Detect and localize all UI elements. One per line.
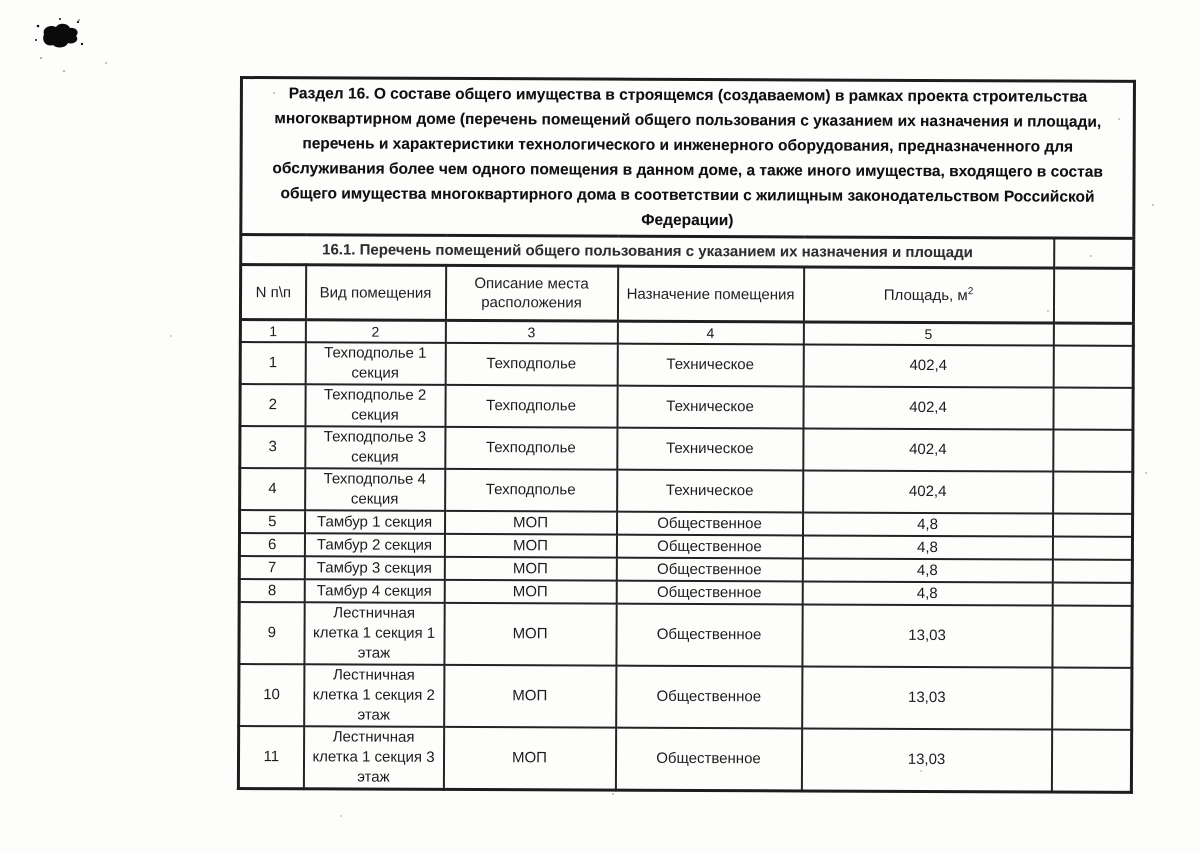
column-number: 5 (803, 322, 1053, 346)
cell-location: МОП (444, 534, 616, 558)
cell-type: Тамбур 1 секция (305, 510, 445, 534)
table-row (239, 602, 1132, 668)
cell-area: 13,03 (802, 604, 1052, 667)
empty-cell (1052, 668, 1132, 730)
column-number: 4 (617, 321, 803, 344)
empty-cell (1052, 560, 1132, 583)
cell-area: 402,4 (803, 428, 1053, 471)
col-header-area (803, 267, 1053, 323)
table-row (241, 78, 1135, 239)
cell-purpose: Общественное (616, 558, 802, 582)
cell-type: Лестничная клетка 1 секция 2 этаж (304, 664, 444, 727)
area-superscript: 2 (967, 285, 974, 297)
cell-area: 402,4 (803, 344, 1053, 387)
empty-cell (1052, 514, 1132, 537)
column-number: 1 (240, 320, 305, 343)
cell-area: 4,8 (803, 512, 1053, 536)
empty-cell (1052, 606, 1132, 668)
cell-type: Техподполье 3 секция (305, 426, 445, 469)
cell-area: 402,4 (803, 470, 1053, 513)
cell-type: Техподполье 2 секция (305, 384, 445, 427)
cell-num: 8 (239, 579, 304, 602)
cell-num: 10 (239, 664, 304, 726)
scan-speckle (340, 815, 342, 817)
table-row (240, 426, 1133, 472)
scan-speckle (1152, 204, 1154, 206)
column-number: 2 (305, 320, 445, 343)
section-title: Раздел 16. О составе общего имущества в строящемся (создаваемом) в рамках проекта строительства многоквартирном доме (перечень помещений общего пользования с указанием их назначения и площади, перечень и характеристики технологического и инженерного оборудования, предназначенного для обслуживания более чем одного помещения в данном доме, а также иного имущества, входящего в состав общего имущества многоквартирного дома в соответствии с жилищным законодательством Российской Федерации) (241, 78, 1135, 239)
table-row (239, 664, 1132, 730)
empty-cell (1053, 268, 1133, 323)
cell-type: Лестничная клетка 1 секция 1 этаж (304, 602, 444, 665)
cell-area: 13,03 (801, 728, 1051, 792)
empty-cell (1053, 472, 1133, 514)
cell-area: 402,4 (803, 386, 1053, 429)
table-header-row (240, 265, 1133, 324)
cell-num: 3 (240, 426, 305, 468)
col-header-type: Вид помещения (305, 265, 445, 321)
empty-cell (1053, 430, 1133, 472)
col-header-location: Описание места расположения (445, 265, 617, 321)
cell-num: 5 (240, 510, 305, 533)
scan-speckle (40, 57, 42, 59)
section-16-table (237, 76, 1136, 794)
cell-type: Техподполье 1 секция (305, 342, 445, 385)
ink-blot-artifact (30, 14, 90, 58)
empty-cell (1053, 388, 1133, 430)
col-header-num: N п\п (240, 265, 305, 320)
cell-location: МОП (443, 727, 615, 790)
cell-purpose: Общественное (616, 604, 802, 667)
scan-speckle (105, 62, 107, 64)
cell-purpose: Общественное (616, 666, 802, 729)
cell-location: Техподполье (445, 343, 617, 386)
empty-cell (1054, 238, 1134, 268)
cell-num: 11 (238, 726, 303, 789)
scan-speckle (170, 335, 172, 337)
cell-type: Тамбур 4 секция (304, 579, 444, 603)
cell-purpose: Общественное (616, 581, 802, 605)
cell-type: Тамбур 2 секция (304, 533, 444, 557)
cell-purpose: Общественное (617, 512, 803, 536)
scan-speckle (1145, 472, 1147, 474)
cell-num: 1 (240, 342, 305, 384)
cell-num: 7 (239, 556, 304, 579)
col-header-area-label: Площадь, м (883, 286, 968, 304)
empty-cell (1052, 537, 1132, 560)
table-row (240, 342, 1133, 388)
cell-purpose: Техническое (617, 344, 803, 387)
empty-cell (1053, 346, 1133, 388)
cell-purpose: Общественное (615, 728, 801, 791)
empty-cell (1053, 323, 1133, 346)
empty-cell (1051, 730, 1131, 793)
cell-purpose: Техническое (617, 470, 803, 513)
cell-location: МОП (445, 511, 617, 535)
cell-type: Лестничная клетка 1 секция 3 этаж (303, 726, 443, 789)
cell-location: МОП (444, 603, 616, 666)
scan-speckle (63, 70, 65, 72)
cell-type: Тамбур 3 секция (304, 556, 444, 580)
cell-num: 4 (240, 468, 305, 510)
table-row (241, 235, 1134, 269)
scan-speckle (612, 793, 614, 795)
cell-location: МОП (444, 580, 616, 604)
cell-area: 4,8 (802, 535, 1052, 559)
cell-location: МОП (444, 665, 616, 728)
table-row (238, 726, 1131, 792)
cell-num: 6 (239, 533, 304, 556)
subsection-title: 16.1. Перечень помещений общего пользования с указанием их назначения и площади (241, 235, 1054, 269)
cell-area: 13,03 (802, 666, 1052, 729)
cell-purpose: Техническое (617, 386, 803, 429)
cell-location: Техподполье (445, 385, 617, 428)
scan-speckle (78, 19, 80, 21)
cell-location: МОП (444, 557, 616, 581)
table-row (240, 468, 1133, 514)
cell-location: Техподполье (445, 427, 617, 470)
cell-num: 9 (239, 602, 304, 664)
cell-area: 4,8 (802, 581, 1052, 605)
cell-type: Техподполье 4 секция (305, 468, 445, 511)
column-number: 3 (445, 320, 617, 343)
cell-area: 4,8 (802, 558, 1052, 582)
cell-location: Техподполье (445, 469, 617, 512)
cell-num: 2 (240, 384, 305, 426)
empty-cell (1052, 583, 1132, 606)
table-row (240, 384, 1133, 430)
cell-purpose: Общественное (616, 535, 802, 559)
col-header-purpose: Назначение помещения (617, 266, 803, 322)
cell-purpose: Техническое (617, 428, 803, 471)
